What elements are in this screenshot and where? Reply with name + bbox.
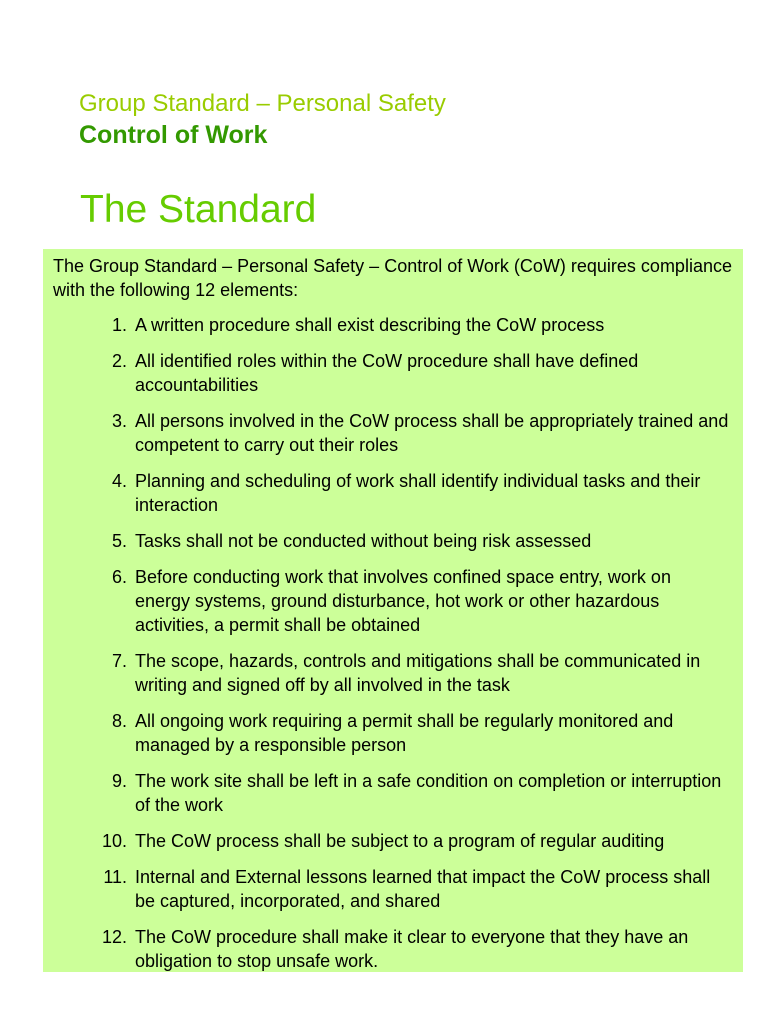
- document-header: [79, 88, 446, 150]
- list-item-number: 4.: [111, 471, 127, 491]
- list-item-text: All identified roles within the CoW procedure shall have defined accountabilities: [135, 351, 639, 395]
- elements-list: [53, 313, 733, 973]
- list-item-number: 3.: [111, 411, 127, 431]
- list-item: [53, 865, 733, 913]
- list-item-text: Tasks shall not be conducted without being risk assessed: [135, 531, 592, 551]
- list-item-text: Internal and External lessons learned that impact the CoW process shall be captured, incorporated, and shared: [135, 867, 711, 911]
- list-item-text: Before conducting work that involves confined space entry, work on energy systems, ground disturbance, hot work or other hazardous activities, a permit shall be obtained: [135, 567, 671, 635]
- list-item: [53, 769, 733, 817]
- list-item-number: 7.: [111, 651, 127, 671]
- list-item-number: 2.: [111, 351, 127, 371]
- list-item-number: 8.: [111, 711, 127, 731]
- list-item-text: The CoW process shall be subject to a program of regular auditing: [135, 831, 665, 851]
- list-item: [53, 709, 733, 757]
- list-item-number: 11.: [103, 867, 127, 887]
- list-item: [53, 565, 733, 637]
- list-item-number: 9.: [111, 771, 127, 791]
- list-item-text: The CoW procedure shall make it clear to everyone that they have an obligation to stop unsafe work.: [135, 927, 689, 971]
- list-item-text: All ongoing work requiring a permit shall be regularly monitored and managed by a responsible person: [135, 711, 674, 755]
- list-item-text: A written procedure shall exist describing the CoW process: [135, 315, 605, 335]
- list-item: [53, 829, 733, 853]
- list-item-number: 12.: [101, 927, 127, 947]
- list-item-number: 5.: [111, 531, 127, 551]
- list-item-number: 1.: [111, 315, 127, 335]
- list-item-text: All persons involved in the CoW process shall be appropriately trained and competent to carry out their roles: [135, 411, 729, 455]
- intro-paragraph: The Group Standard – Personal Safety – Control of Work (CoW) requires compliance with the following 12 elements:: [53, 256, 732, 300]
- list-item: [53, 925, 733, 973]
- list-item: [53, 529, 733, 553]
- list-item: [53, 313, 733, 337]
- list-item-number: 6.: [111, 567, 127, 587]
- list-item-text: Planning and scheduling of work shall identify individual tasks and their interaction: [135, 471, 701, 515]
- document-title: Control of Work: [79, 121, 268, 149]
- list-item-number: 10.: [101, 831, 127, 851]
- list-item: [53, 349, 733, 397]
- list-item: [53, 649, 733, 697]
- list-item: [53, 469, 733, 517]
- standard-content-box: [43, 249, 743, 972]
- document-subtitle: Group Standard – Personal Safety: [79, 90, 446, 117]
- section-heading: The Standard: [80, 188, 317, 231]
- list-item: [53, 409, 733, 457]
- list-item-text: The work site shall be left in a safe condition on completion or interruption of the work: [135, 771, 722, 815]
- list-item-text: The scope, hazards, controls and mitigations shall be communicated in writing and signed off by all involved in the task: [135, 651, 701, 695]
